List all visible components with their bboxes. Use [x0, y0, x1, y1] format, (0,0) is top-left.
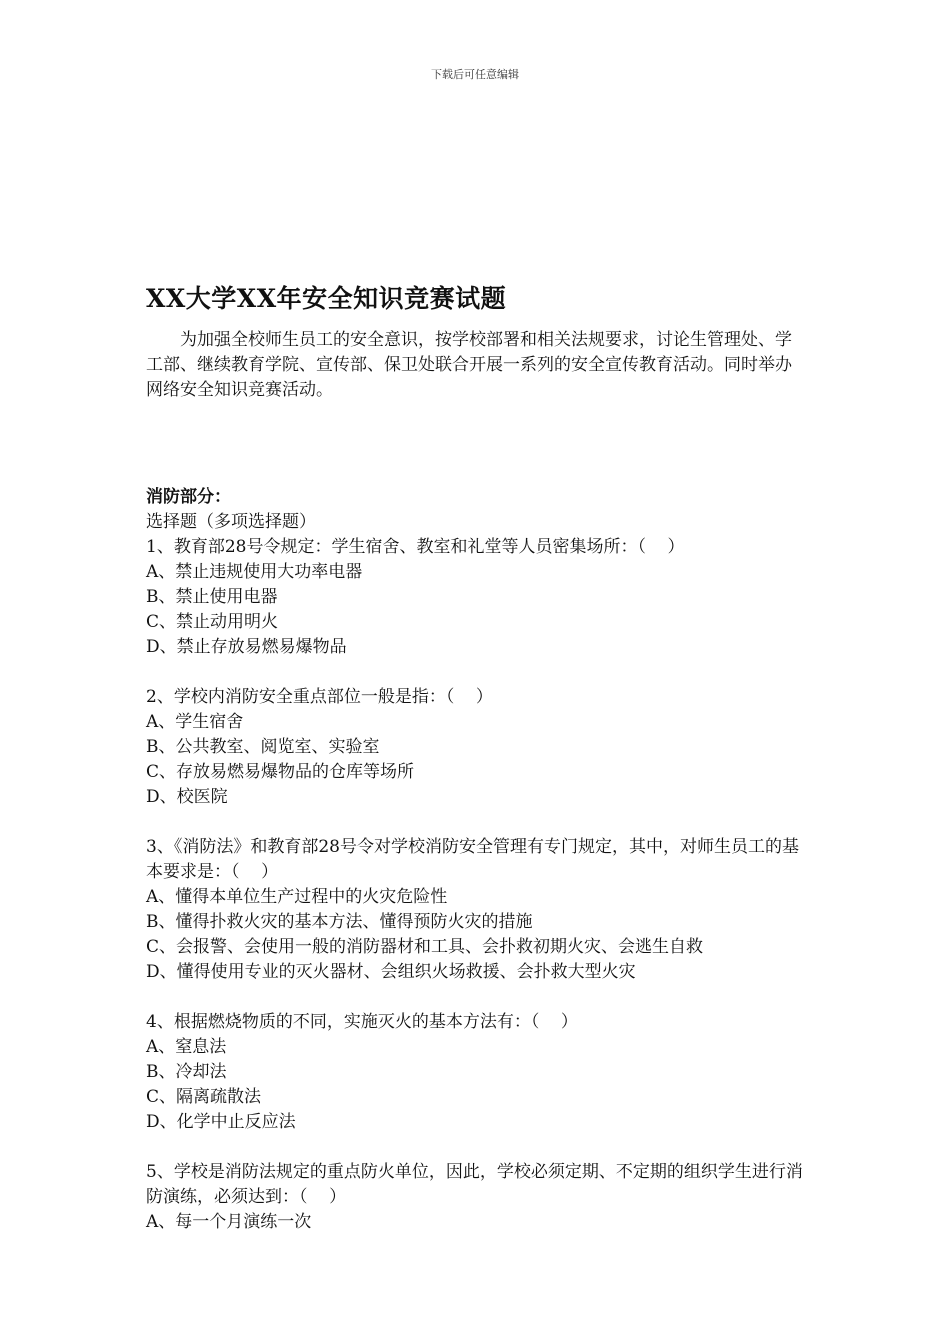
option-c: C、会报警、会使用一般的消防器材和工具、会扑救初期火灾、会逃生自救 — [146, 937, 704, 957]
question-1 — [146, 535, 806, 660]
header-note: 下载后可任意编辑 — [431, 68, 519, 81]
question-4 — [146, 1010, 806, 1135]
question-stem: 1、教育部28号令规定：学生宿舍、教室和礼堂等人员密集场所：（ ） — [146, 537, 685, 557]
option-b: B、公共教室、阅览室、实验室 — [146, 737, 380, 757]
intro-paragraph: 为加强全校师生员工的安全意识，按学校部署和相关法规要求，讨论生管理处、学工部、继续教育学院、宣传部、保卫处联合开展一系列的安全宣传教育活动。同时举办网络安全知识竞赛活动。 — [146, 330, 792, 400]
question-type: 选择题（多项选择题） — [146, 512, 316, 532]
option-d: D、懂得使用专业的灭火器材、会组织火场救援、会扑救大型火灾 — [146, 962, 636, 982]
option-b: B、懂得扑救火灾的基本方法、懂得预防火灾的措施 — [146, 912, 533, 932]
option-d: D、化学中止反应法 — [146, 1112, 296, 1132]
question-stem: 2、学校内消防安全重点部位一般是指：（ ） — [146, 687, 493, 707]
page-title: XX大学XX年安全知识竞赛试题 — [146, 284, 507, 313]
option-c: C、隔离疏散法 — [146, 1087, 262, 1107]
question-5 — [146, 1160, 806, 1235]
document-body — [146, 280, 806, 1235]
option-a: A、每一个月演练一次 — [146, 1212, 312, 1232]
question-stem: 5、学校是消防法规定的重点防火单位，因此，学校必须定期、不定期的组织学生进行消防演练，必须达到：（ ） — [146, 1162, 803, 1207]
option-b: B、禁止使用电器 — [146, 587, 278, 607]
option-a: A、懂得本单位生产过程中的火灾危险性 — [146, 887, 448, 907]
question-2 — [146, 685, 806, 810]
question-stem: 3、《消防法》和教育部28号令对学校消防安全管理有专门规定，其中，对师生员工的基本要求是：（ ） — [146, 837, 799, 882]
section-title: 消防部分： — [146, 487, 231, 507]
option-a: A、禁止违规使用大功率电器 — [146, 562, 363, 582]
option-a: A、窒息法 — [146, 1037, 227, 1057]
question-3 — [146, 835, 806, 985]
option-d: D、禁止存放易燃易爆物品 — [146, 637, 347, 657]
option-c: C、禁止动用明火 — [146, 612, 279, 632]
option-d: D、校医院 — [146, 787, 228, 807]
option-b: B、冷却法 — [146, 1062, 227, 1082]
question-stem: 4、根据燃烧物质的不同，实施灭火的基本方法有：（ ） — [146, 1012, 578, 1032]
option-a: A、学生宿舍 — [146, 712, 244, 732]
option-c: C、存放易燃易爆物品的仓库等场所 — [146, 762, 415, 782]
